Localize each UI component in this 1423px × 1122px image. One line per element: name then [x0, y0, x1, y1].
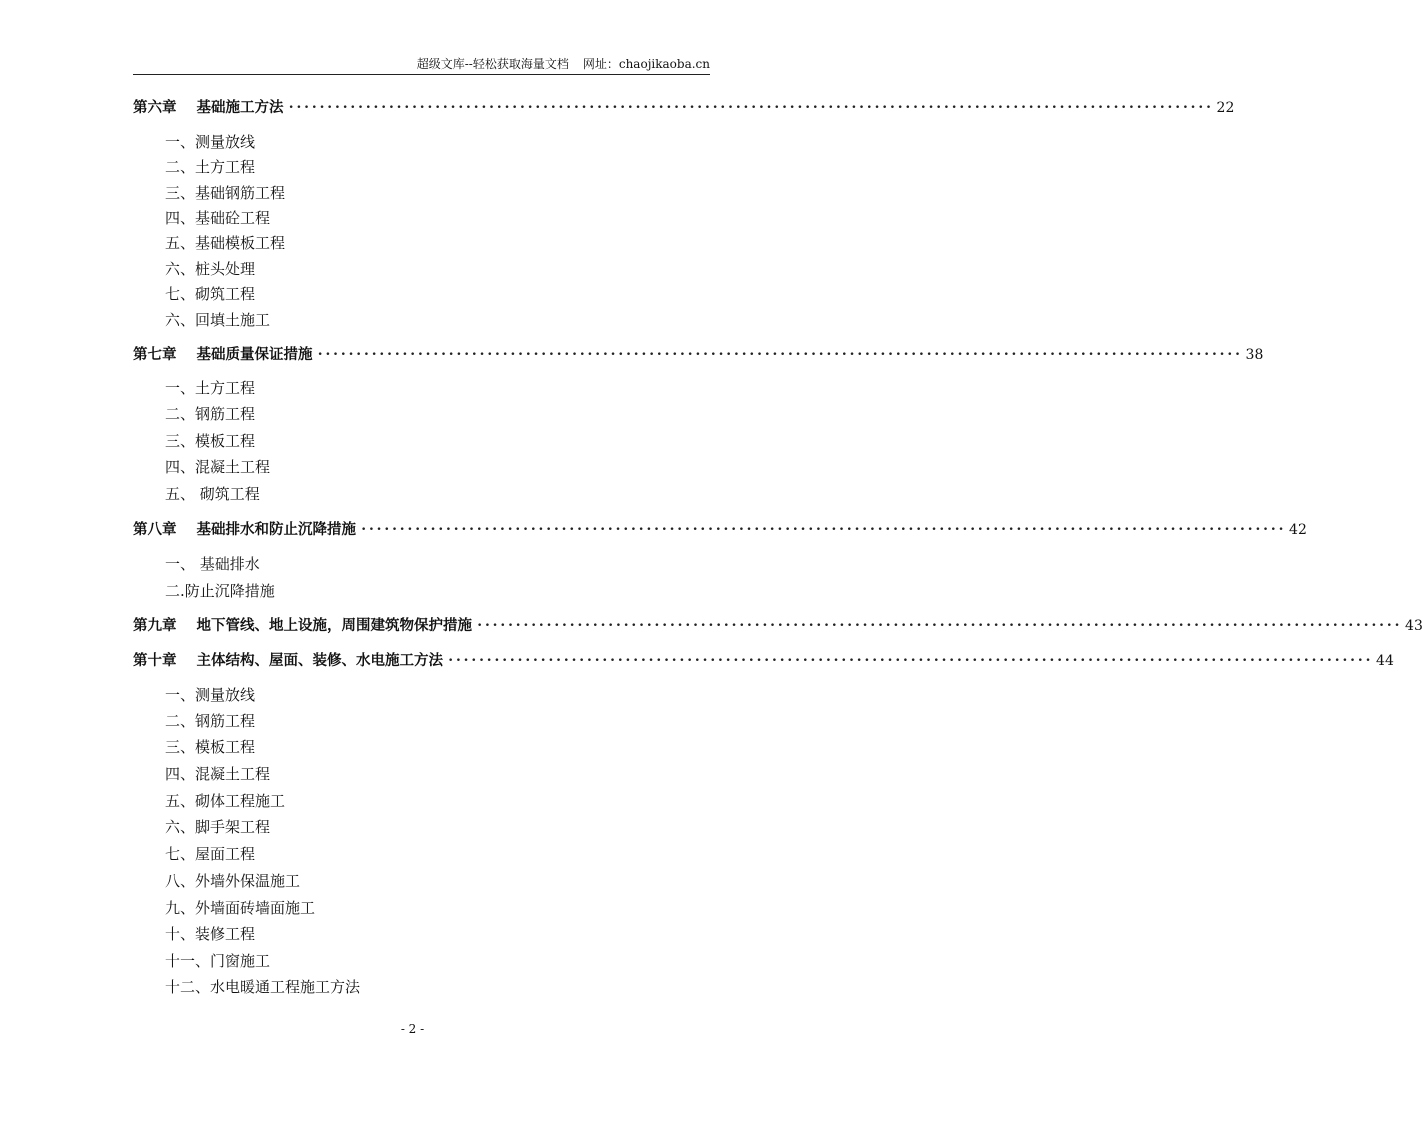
section-title: 四、混凝土工程: [165, 765, 271, 783]
section-title: 六、脚手架工程: [165, 818, 271, 836]
section-title: 九、外墙面砖墙面施工: [165, 899, 316, 917]
toc-section-entry[interactable]: [165, 157, 565, 177]
toc-section-entry[interactable]: [165, 685, 565, 705]
section-title: 八、外墙外保温施工: [165, 872, 301, 890]
toc-section-entry[interactable]: [165, 951, 565, 971]
section-title: 一、土方工程: [165, 379, 256, 397]
toc-section-entry[interactable]: [165, 817, 565, 837]
toc-section-entry[interactable]: [165, 431, 565, 451]
dot-leader: ••••••••••••••••••••••••••••••••••••••••••••••••••••••••••••••••••••••••••••••••••••••••••••••••••••••••••••••••••••••••: [361, 525, 1287, 535]
toc-section-entry[interactable]: [165, 284, 565, 304]
toc-section-entry[interactable]: [165, 484, 565, 504]
chapter-page-number: 22: [1216, 100, 1235, 116]
chapter-number: 第六章: [133, 100, 177, 116]
dot-leader: ••••••••••••••••••••••••••••••••••••••••••••••••••••••••••••••••••••••••••••••••••••••••••••••••••••••••••••••••••••••••: [288, 103, 1214, 113]
chapter-number: 第七章: [133, 347, 177, 363]
toc-section-entry[interactable]: [165, 378, 565, 398]
section-title: 五、 砌筑工程: [165, 485, 260, 503]
section-title: 一、测量放线: [165, 686, 256, 704]
chapter-title: 基础排水和防止沉降措施: [196, 522, 356, 538]
toc-section-entry[interactable]: [165, 924, 565, 944]
chapter-title: 基础质量保证措施: [196, 347, 313, 363]
toc-section-entry[interactable]: [165, 871, 565, 891]
chapter-title: 基础施工方法: [196, 100, 284, 116]
section-title: 十二、水电暖通工程施工方法: [165, 978, 361, 996]
toc-section-entry[interactable]: [165, 183, 565, 203]
chapter-number: 第八章: [133, 522, 177, 538]
toc-chapter-entry[interactable]: [133, 98, 1235, 118]
dot-leader: ••••••••••••••••••••••••••••••••••••••••••••••••••••••••••••••••••••••••••••••••••••••••••••••••••••••••••••••••••••••••: [477, 621, 1403, 631]
section-title: 二、钢筋工程: [165, 405, 256, 423]
section-title: 一、 基础排水: [165, 555, 260, 573]
section-title: 五、砌体工程施工: [165, 792, 286, 810]
chapter-page-number: 43: [1405, 618, 1423, 634]
toc-section-entry[interactable]: [165, 898, 565, 918]
dot-leader: ••••••••••••••••••••••••••••••••••••••••••••••••••••••••••••••••••••••••••••••••••••••••••••••••••••••••••••••••••••••••: [317, 350, 1243, 360]
toc-chapter-entry[interactable]: [133, 345, 1264, 365]
toc-section-entry[interactable]: [165, 977, 565, 997]
chapter-title: 主体结构、屋面、装修、水电施工方法: [196, 653, 443, 669]
toc-section-entry[interactable]: [165, 554, 565, 574]
page-header: [133, 56, 710, 75]
section-title: 七、屋面工程: [165, 845, 256, 863]
chapter-page-number: 38: [1245, 347, 1264, 363]
section-title: 二、土方工程: [165, 158, 256, 176]
header-site-name: 超级文库--轻松获取海量文档: [416, 57, 569, 71]
section-title: 六、桩头处理: [165, 260, 256, 278]
section-title: 十、装修工程: [165, 925, 256, 943]
section-title: 二、钢筋工程: [165, 712, 256, 730]
section-title: 五、基础模板工程: [165, 234, 286, 252]
chapter-number: 第十章: [133, 653, 177, 669]
section-title: 七、砌筑工程: [165, 285, 256, 303]
toc-section-entry[interactable]: [165, 457, 565, 477]
toc-section-entry[interactable]: [165, 259, 565, 279]
toc-chapter-entry[interactable]: [133, 616, 1423, 636]
section-title: 一、测量放线: [165, 133, 256, 151]
toc-section-entry[interactable]: [165, 132, 565, 152]
chapter-title: 地下管线、地上设施，周围建筑物保护措施: [196, 618, 472, 634]
toc-section-entry[interactable]: [165, 208, 565, 228]
toc-section-entry[interactable]: [165, 581, 565, 601]
section-title: 十一、门窗施工: [165, 952, 271, 970]
toc-section-entry[interactable]: [165, 791, 565, 811]
section-title: 二.防止沉降措施: [165, 582, 275, 600]
dot-leader: ••••••••••••••••••••••••••••••••••••••••••••••••••••••••••••••••••••••••••••••••••••••••••••••••••••••••••••••••••••••••: [448, 656, 1374, 666]
toc-section-entry[interactable]: [165, 764, 565, 784]
toc-chapter-entry[interactable]: [133, 651, 1394, 671]
chapter-page-number: 44: [1376, 653, 1394, 669]
toc-section-entry[interactable]: [165, 233, 565, 253]
header-url: 网址：chaojikaoba.cn: [582, 57, 710, 71]
chapter-page-number: 42: [1289, 522, 1307, 538]
section-title: 三、模板工程: [165, 432, 256, 450]
toc-section-entry[interactable]: [165, 310, 565, 330]
section-title: 六、回填土施工: [165, 311, 271, 329]
toc-section-entry[interactable]: [165, 711, 565, 731]
section-title: 三、基础钢筋工程: [165, 184, 286, 202]
section-title: 四、混凝土工程: [165, 458, 271, 476]
toc-section-entry[interactable]: [165, 737, 565, 757]
section-title: 三、模板工程: [165, 738, 256, 756]
chapter-number: 第九章: [133, 618, 177, 634]
toc-chapter-entry[interactable]: [133, 520, 1307, 540]
toc-section-entry[interactable]: [165, 844, 565, 864]
toc-section-entry[interactable]: [165, 404, 565, 424]
page-number: - 2 -: [400, 1022, 425, 1036]
section-title: 四、基础砼工程: [165, 209, 271, 227]
